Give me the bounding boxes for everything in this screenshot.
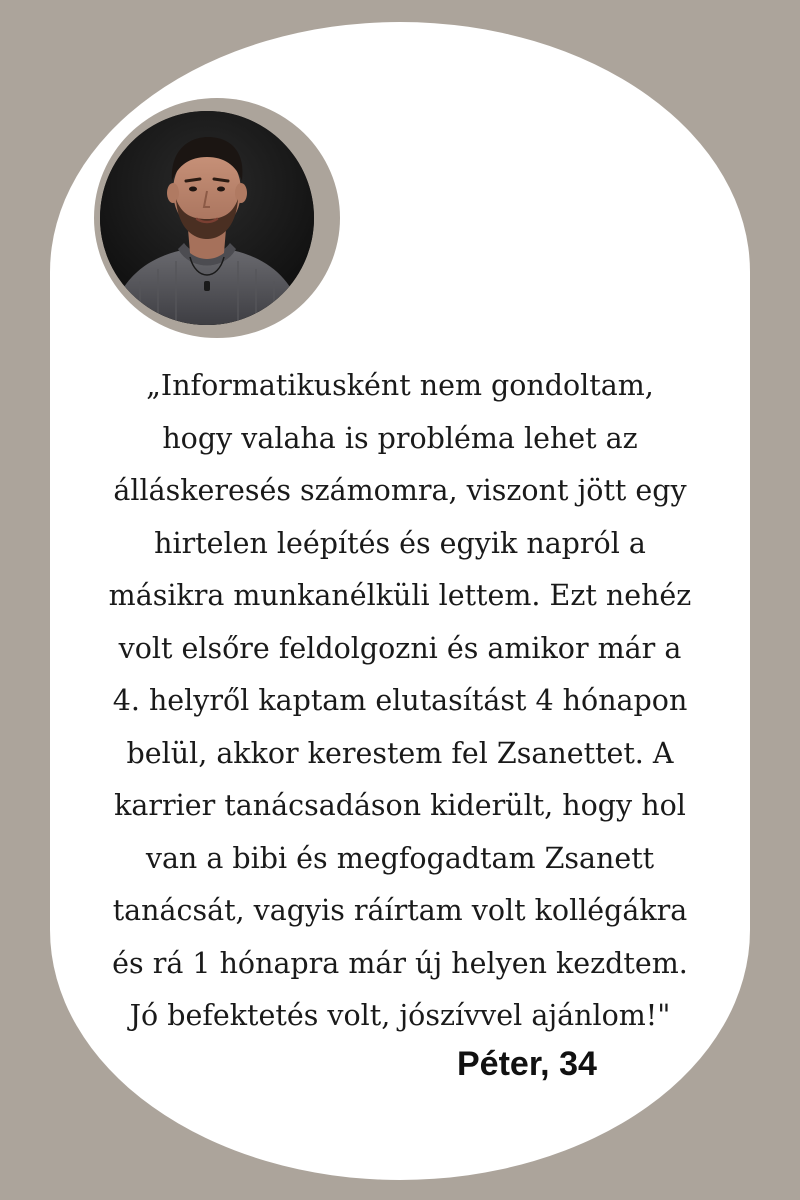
quote-line: és rá 1 hónapra már új helyen kezdtem. <box>112 946 688 980</box>
testimonial-quote <box>70 360 730 1043</box>
quote-line: karrier tanácsadáson kiderült, hogy hol <box>114 789 686 822</box>
quote-line: hogy valaha is probléma lehet az <box>162 421 638 455</box>
quote-line: 4. helyről kaptam elutasítást 4 hónapon <box>112 684 688 717</box>
quote-line: belül, akkor kerestem fel Zsanettet. A <box>126 736 674 770</box>
author-name: Péter, 34 <box>457 1045 597 1083</box>
avatar <box>100 111 314 325</box>
quote-line: másikra munkanélküli lettem. Ezt nehéz <box>108 579 692 612</box>
quote-line: hirtelen leépítés és egyik napról a <box>154 526 646 560</box>
quote-line: van a bibi és megfogadtam Zsanett <box>145 841 655 875</box>
quote-line: tanácsát, vagyis ráírtam volt kollégákra <box>112 894 688 927</box>
quote-line: „Informatikusként nem gondoltam, <box>146 369 654 402</box>
quote-line: volt elsőre feldolgozni és amikor már a <box>118 631 682 665</box>
portrait-image <box>100 111 314 325</box>
quote-line: Jó befektetés volt, jószívvel ajánlom!" <box>129 999 671 1032</box>
quote-line: álláskeresés számomra, viszont jött egy <box>113 474 687 507</box>
